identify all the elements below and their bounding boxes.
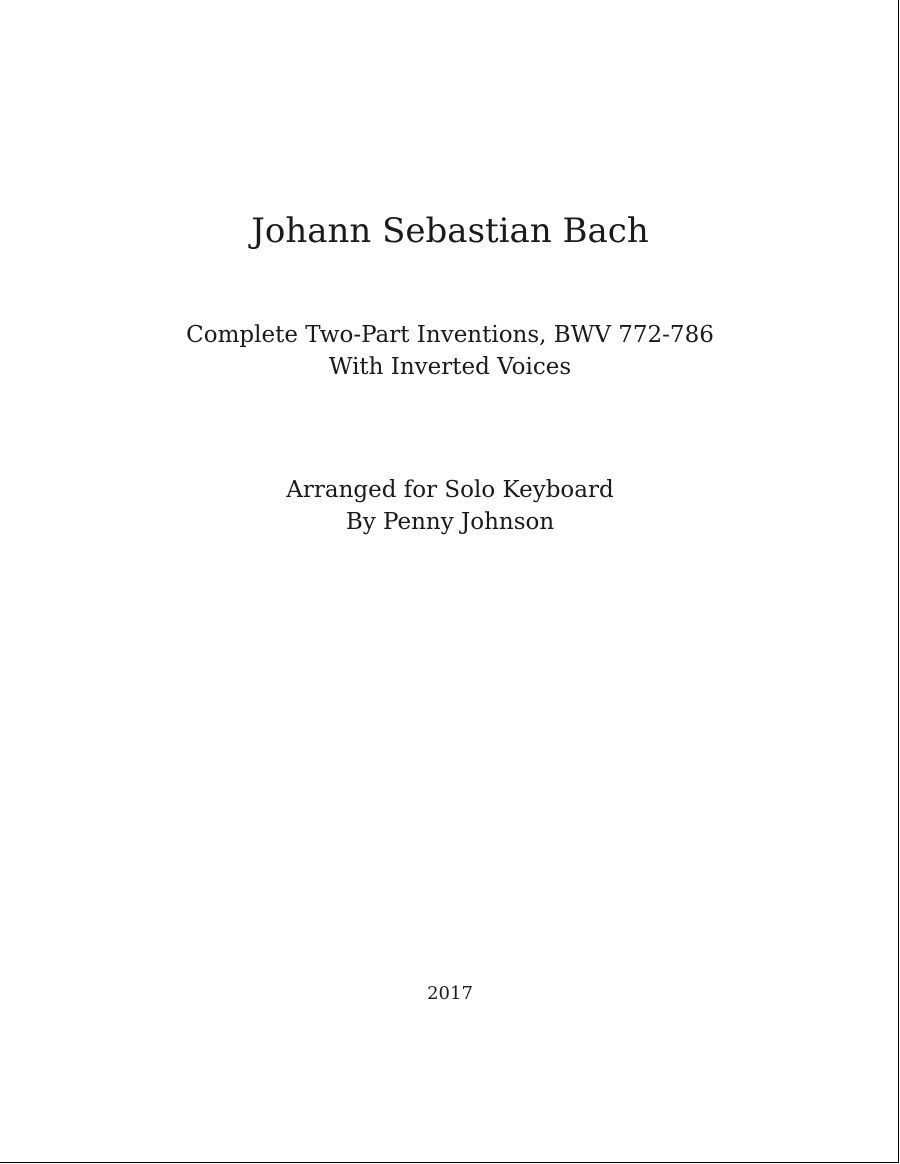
arrangement-note: Arranged for Solo Keyboard bbox=[286, 477, 614, 503]
composer-name: Johann Sebastian Bach bbox=[251, 211, 649, 251]
work-title: Complete Two-Part Inventions, BWV 772-786 bbox=[186, 322, 714, 348]
arranger-credit: By Penny Johnson bbox=[345, 509, 555, 535]
publication-year: 2017 bbox=[427, 983, 473, 1004]
work-subtitle: With Inverted Voices bbox=[328, 354, 572, 380]
